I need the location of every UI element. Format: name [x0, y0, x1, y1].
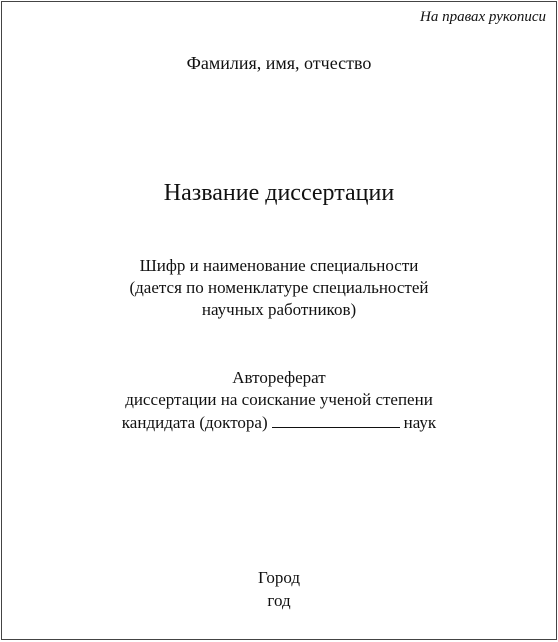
city: Город: [258, 568, 300, 587]
science-field-blank: [272, 412, 400, 428]
title-page: [1, 1, 557, 640]
year: год: [267, 591, 291, 610]
specialty-line-2: (дается по номенклатуре специальностей: [129, 278, 429, 297]
specialty-line-3: научных работников): [201, 300, 357, 319]
rights-note: На правах рукописи: [420, 9, 546, 25]
author-name: Фамилия, имя, отчество: [186, 53, 372, 73]
abstract-degree-field-line: [2, 412, 556, 433]
abstract-label: Автореферат: [232, 368, 326, 387]
abstract-degree-line: диссертации на соискание ученой степени: [125, 390, 433, 409]
degree-suffix: наук: [403, 413, 437, 432]
degree-prefix: кандидата (доктора): [121, 413, 268, 432]
specialty-line-1: Шифр и наименование специальности: [139, 256, 419, 275]
dissertation-title: Название диссертации: [163, 180, 395, 206]
